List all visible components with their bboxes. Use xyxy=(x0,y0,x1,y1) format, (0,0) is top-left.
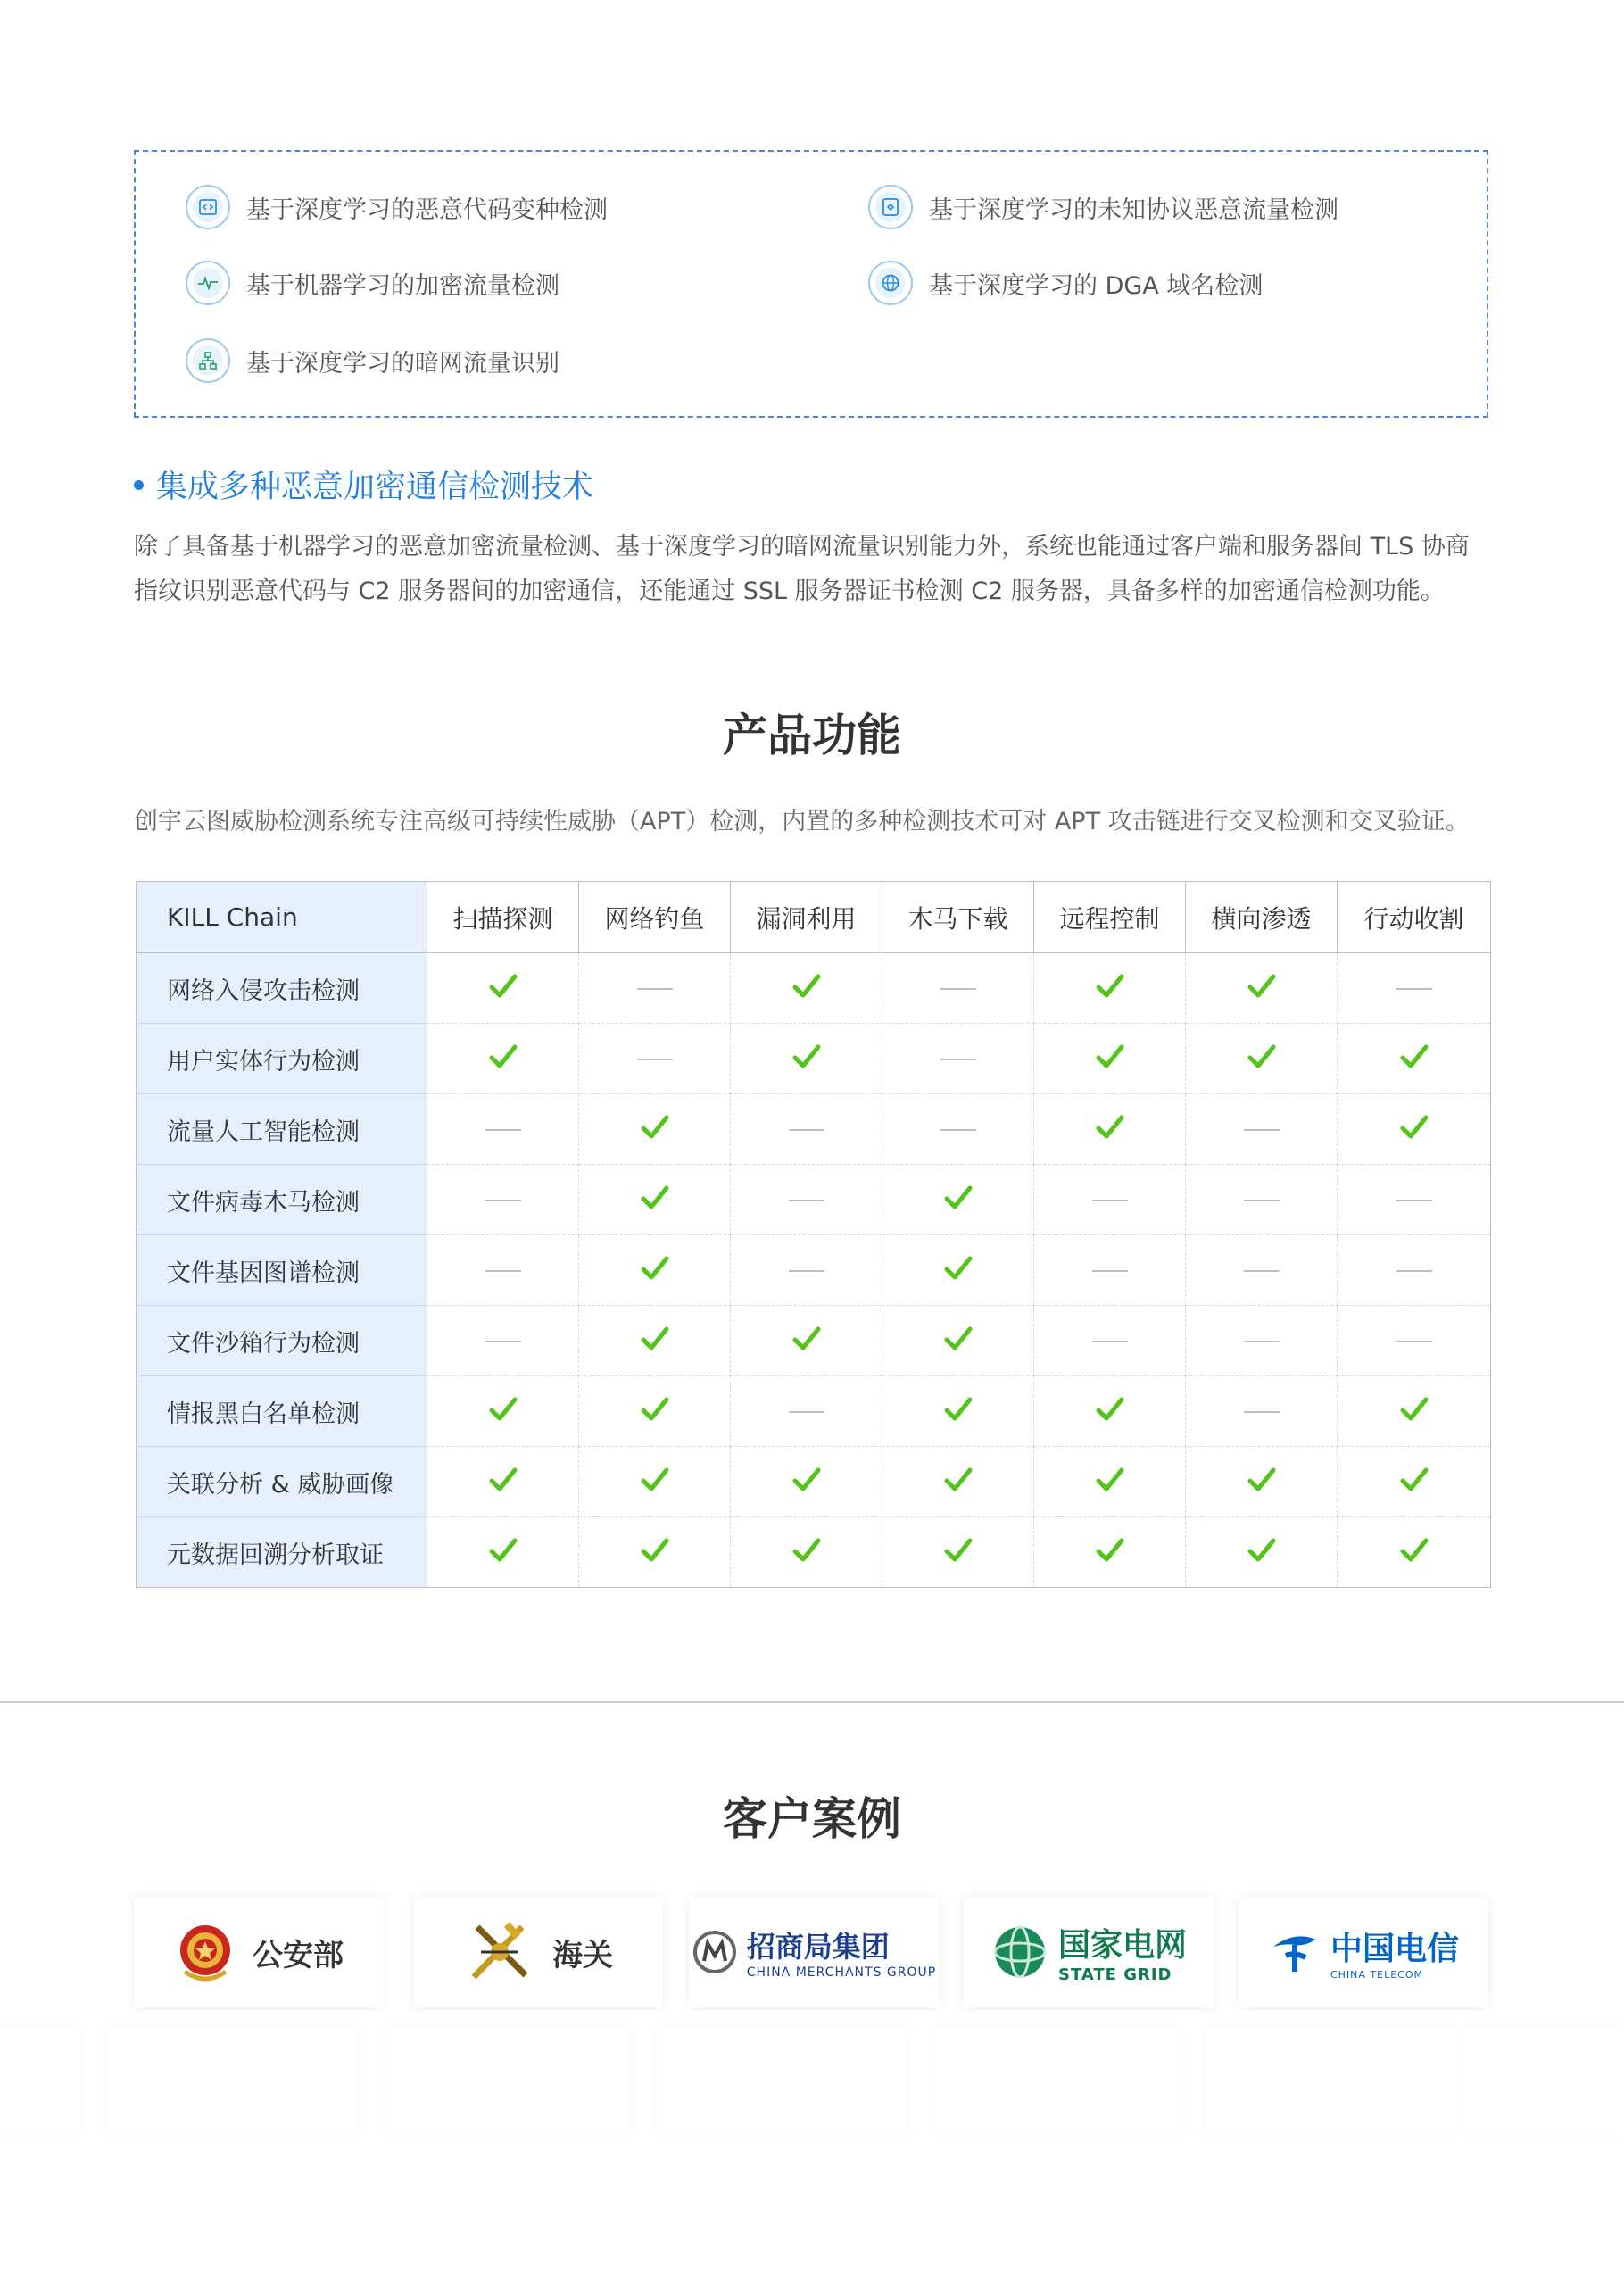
matrix-row-header: 流量人工智能检测 xyxy=(137,1094,427,1165)
check-icon xyxy=(1095,1394,1125,1425)
matrix-header-row xyxy=(137,882,1491,953)
section-heading xyxy=(134,462,593,507)
check-icon xyxy=(1095,971,1125,1001)
dash-icon xyxy=(789,1411,824,1413)
feature-text: 基于机器学习的加密流量检测 xyxy=(246,271,559,300)
dash-icon xyxy=(1244,1341,1280,1342)
check-icon xyxy=(791,971,822,1001)
matrix-column-header: 网络钓鱼 xyxy=(579,882,731,953)
matrix-row-header: 情报黑白名单检测 xyxy=(137,1376,427,1447)
check-icon xyxy=(943,1535,974,1566)
dash-icon xyxy=(1092,1270,1128,1272)
matrix-cell xyxy=(731,953,882,1024)
check-icon xyxy=(640,1535,670,1566)
matrix-cell xyxy=(1186,953,1338,1024)
logo-text: 国家电网 xyxy=(1057,1927,1187,1964)
dash-icon xyxy=(1396,988,1432,990)
matrix-cell xyxy=(1034,1447,1186,1517)
feature-text: 基于深度学习的未知协议恶意流量检测 xyxy=(929,195,1338,224)
matrix-cell xyxy=(1186,1094,1338,1165)
matrix-cell xyxy=(579,1376,731,1447)
matrix-column-header: 扫描探测 xyxy=(427,882,579,953)
logo-text: 招商局集团 xyxy=(746,1930,890,1964)
logo-card-cmg xyxy=(689,1897,939,2007)
customers-title: 客户案例 xyxy=(723,1793,901,1845)
feature-item-code xyxy=(186,182,608,232)
matrix-cell xyxy=(579,1447,731,1517)
check-icon xyxy=(791,1324,822,1354)
matrix-cell xyxy=(427,1376,579,1447)
matrix-cell xyxy=(579,1306,731,1376)
matrix-row xyxy=(137,953,1491,1024)
matrix-cell xyxy=(427,1165,579,1235)
check-icon xyxy=(1399,1042,1429,1072)
dash-icon xyxy=(789,1129,824,1131)
globe-icon xyxy=(868,261,913,305)
logo-text: 公安部 xyxy=(253,1937,344,1973)
dash-icon xyxy=(940,988,976,990)
check-icon xyxy=(640,1183,670,1213)
feature-text: 基于深度学习的恶意代码变种检测 xyxy=(246,195,608,224)
dash-icon xyxy=(1396,1270,1432,1272)
matrix-cell xyxy=(731,1165,882,1235)
police-emblem-icon xyxy=(174,1916,236,1988)
logo-card-faded xyxy=(932,2026,1181,2137)
matrix-cell xyxy=(579,1517,731,1588)
matrix-cell xyxy=(579,1165,731,1235)
matrix-row xyxy=(137,1306,1491,1376)
product-description: 创宇云图威胁检测系统专注高级可持续性威胁（APT）检测，内置的多种检测技术可对 APT 攻击链进行交叉检测和交叉验证。 xyxy=(134,808,1470,835)
dash-icon xyxy=(940,1129,976,1131)
matrix-cell xyxy=(1338,1447,1491,1517)
matrix-cell xyxy=(882,953,1034,1024)
dash-icon xyxy=(1092,1341,1128,1342)
matrix-row xyxy=(137,1235,1491,1306)
dash-icon xyxy=(1396,1200,1432,1201)
dash-icon xyxy=(1244,1129,1280,1131)
matrix-cell xyxy=(427,1024,579,1094)
protocol-icon xyxy=(868,185,913,229)
check-icon xyxy=(1247,971,1277,1001)
matrix-cell xyxy=(1338,1024,1491,1094)
matrix-cell xyxy=(1034,1235,1186,1306)
matrix-corner-header: KILL Chain xyxy=(137,882,427,953)
matrix-cell xyxy=(882,1024,1034,1094)
matrix-cell xyxy=(731,1094,882,1165)
check-icon xyxy=(1095,1042,1125,1072)
matrix-cell xyxy=(1186,1165,1338,1235)
check-icon xyxy=(1095,1112,1125,1142)
section-divider xyxy=(0,1701,1624,1703)
matrix-cell xyxy=(882,1447,1034,1517)
check-icon xyxy=(1095,1465,1125,1495)
check-icon xyxy=(488,1042,518,1072)
matrix-cell xyxy=(1338,1235,1491,1306)
matrix-cell xyxy=(1186,1235,1338,1306)
check-icon xyxy=(791,1042,822,1072)
logo-card-faded xyxy=(0,2026,80,2137)
logo-card-customs xyxy=(413,1897,663,2007)
dash-icon xyxy=(485,1129,521,1131)
check-icon xyxy=(488,1465,518,1495)
section-body: 除了具备基于机器学习的恶意加密流量检测、基于深度学习的暗网流量识别能力外，系统也能通过客户端和服务器间 TLS 协商指纹识别恶意代码与 C2 服务器间的加密通信，还能通过 SSL 服务器证书检测 C2 服务器，具备多样的加密通信检测功能。 xyxy=(134,533,1470,605)
check-icon xyxy=(640,1253,670,1284)
feature-item-protocol xyxy=(868,182,1338,232)
matrix-cell xyxy=(882,1094,1034,1165)
cmg-emblem-icon xyxy=(692,1929,738,1975)
matrix-cell xyxy=(1338,1376,1491,1447)
dash-icon xyxy=(1092,1200,1128,1201)
matrix-row xyxy=(137,1165,1491,1235)
logo-card-faded xyxy=(1206,2026,1456,2137)
logo-text: 中国电信 xyxy=(1330,1931,1459,1967)
matrix-row xyxy=(137,1376,1491,1447)
check-icon xyxy=(1247,1042,1277,1072)
dash-icon xyxy=(789,1200,824,1201)
logo-card-faded xyxy=(1463,2026,1624,2137)
check-icon xyxy=(488,971,518,1001)
check-icon xyxy=(943,1253,974,1284)
matrix-cell xyxy=(427,1306,579,1376)
dash-icon xyxy=(637,988,673,990)
matrix-cell xyxy=(1034,1517,1186,1588)
dash-icon xyxy=(789,1270,824,1272)
matrix-row xyxy=(137,1024,1491,1094)
matrix-cell xyxy=(882,1376,1034,1447)
matrix-cell xyxy=(1186,1447,1338,1517)
dash-icon xyxy=(1244,1411,1280,1413)
matrix-row xyxy=(137,1517,1491,1588)
logo-subtext: CHINA MERCHANTS GROUP xyxy=(746,1965,937,1980)
matrix-cell xyxy=(1034,1094,1186,1165)
check-icon xyxy=(1399,1535,1429,1566)
matrix-cell xyxy=(882,1517,1034,1588)
feature-item-encrypted xyxy=(186,258,559,308)
matrix-cell xyxy=(731,1376,882,1447)
dash-icon xyxy=(1244,1200,1280,1201)
matrix-cell xyxy=(1186,1376,1338,1447)
matrix-cell xyxy=(731,1306,882,1376)
matrix-row-header: 用户实体行为检测 xyxy=(137,1024,427,1094)
matrix-column-header: 行动收割 xyxy=(1338,882,1491,953)
matrix-column-header: 木马下载 xyxy=(882,882,1034,953)
check-icon xyxy=(791,1535,822,1566)
matrix-row xyxy=(137,1447,1491,1517)
matrix-row-header: 文件基因图谱检测 xyxy=(137,1235,427,1306)
matrix-cell xyxy=(427,1447,579,1517)
matrix-cell xyxy=(1338,1165,1491,1235)
feature-item-darknet xyxy=(186,336,559,386)
feature-text: 基于深度学习的 DGA 域名检测 xyxy=(929,271,1264,300)
customs-emblem-icon xyxy=(463,1916,536,1988)
check-icon xyxy=(1095,1535,1125,1566)
dash-icon xyxy=(485,1341,521,1342)
matrix-cell xyxy=(1034,953,1186,1024)
matrix-cell xyxy=(1034,1165,1186,1235)
logo-card-faded xyxy=(107,2026,357,2137)
matrix-cell xyxy=(1186,1517,1338,1588)
matrix-row-header: 网络入侵攻击检测 xyxy=(137,953,427,1024)
matrix-column-header: 漏洞利用 xyxy=(731,882,882,953)
network-icon xyxy=(186,338,230,383)
matrix-cell xyxy=(731,1235,882,1306)
matrix-cell xyxy=(579,1024,731,1094)
logo-card-police xyxy=(134,1897,384,2007)
matrix-cell xyxy=(882,1165,1034,1235)
telecom-emblem-icon xyxy=(1268,1927,1322,1977)
matrix-row-header: 文件沙箱行为检测 xyxy=(137,1306,427,1376)
check-icon xyxy=(1399,1465,1429,1495)
matrix-row-header: 文件病毒木马检测 xyxy=(137,1165,427,1235)
check-icon xyxy=(1247,1465,1277,1495)
killchain-matrix xyxy=(136,881,1491,1588)
check-icon xyxy=(943,1183,974,1213)
matrix-cell xyxy=(1034,1306,1186,1376)
check-icon xyxy=(943,1465,974,1495)
check-icon xyxy=(1247,1535,1277,1566)
matrix-cell xyxy=(579,1094,731,1165)
dash-icon xyxy=(1396,1341,1432,1342)
matrix-row xyxy=(137,1094,1491,1165)
matrix-column-header: 横向渗透 xyxy=(1186,882,1338,953)
check-icon xyxy=(943,1394,974,1425)
logo-card-faded xyxy=(382,2026,632,2137)
matrix-cell xyxy=(1338,1306,1491,1376)
matrix-cell xyxy=(882,1235,1034,1306)
code-icon xyxy=(186,185,230,229)
logo-card-telecom xyxy=(1239,1897,1488,2007)
matrix-cell xyxy=(427,1235,579,1306)
check-icon xyxy=(488,1535,518,1566)
logo-card-faded xyxy=(657,2026,907,2137)
matrix-cell xyxy=(1186,1024,1338,1094)
product-title: 产品功能 xyxy=(723,710,901,761)
stategrid-emblem-icon xyxy=(990,1923,1049,1982)
matrix-cell xyxy=(731,1517,882,1588)
logo-subtext: STATE GRID xyxy=(1057,1965,1172,1984)
logo-text: 海关 xyxy=(552,1937,613,1973)
matrix-cell xyxy=(579,1235,731,1306)
check-icon xyxy=(640,1324,670,1354)
matrix-cell xyxy=(579,953,731,1024)
logo-card-stategrid xyxy=(964,1897,1214,2007)
matrix-cell xyxy=(731,1447,882,1517)
matrix-cell xyxy=(1034,1376,1186,1447)
matrix-cell xyxy=(427,1094,579,1165)
matrix-column-header: 远程控制 xyxy=(1034,882,1186,953)
matrix-body xyxy=(137,953,1491,1588)
matrix-cell xyxy=(1034,1024,1186,1094)
matrix-cell xyxy=(1338,1094,1491,1165)
matrix-cell xyxy=(427,953,579,1024)
matrix-row-header: 关联分析 & 威胁画像 xyxy=(137,1447,427,1517)
bullet-icon xyxy=(134,480,144,490)
pulse-icon xyxy=(186,261,230,305)
check-icon xyxy=(640,1465,670,1495)
check-icon xyxy=(791,1465,822,1495)
logo-subtext: CHINA TELECOM xyxy=(1330,1969,1424,1981)
dash-icon xyxy=(485,1200,521,1201)
feature-text: 基于深度学习的暗网流量识别 xyxy=(246,349,559,378)
dash-icon xyxy=(1244,1270,1280,1272)
check-icon xyxy=(1399,1112,1429,1142)
dash-icon xyxy=(485,1270,521,1272)
check-icon xyxy=(1399,1394,1429,1425)
matrix-cell xyxy=(1338,953,1491,1024)
check-icon xyxy=(640,1112,670,1142)
dash-icon xyxy=(940,1059,976,1060)
section-heading-text: 集成多种恶意加密通信检测技术 xyxy=(156,469,594,505)
dash-icon xyxy=(637,1059,673,1060)
matrix-row-header: 元数据回溯分析取证 xyxy=(137,1517,427,1588)
check-icon xyxy=(488,1394,518,1425)
check-icon xyxy=(943,1324,974,1354)
check-icon xyxy=(640,1394,670,1425)
matrix-cell xyxy=(1338,1517,1491,1588)
matrix-cell xyxy=(427,1517,579,1588)
matrix-cell xyxy=(882,1306,1034,1376)
feature-item-dga xyxy=(868,258,1263,308)
matrix-cell xyxy=(1186,1306,1338,1376)
matrix-cell xyxy=(731,1024,882,1094)
